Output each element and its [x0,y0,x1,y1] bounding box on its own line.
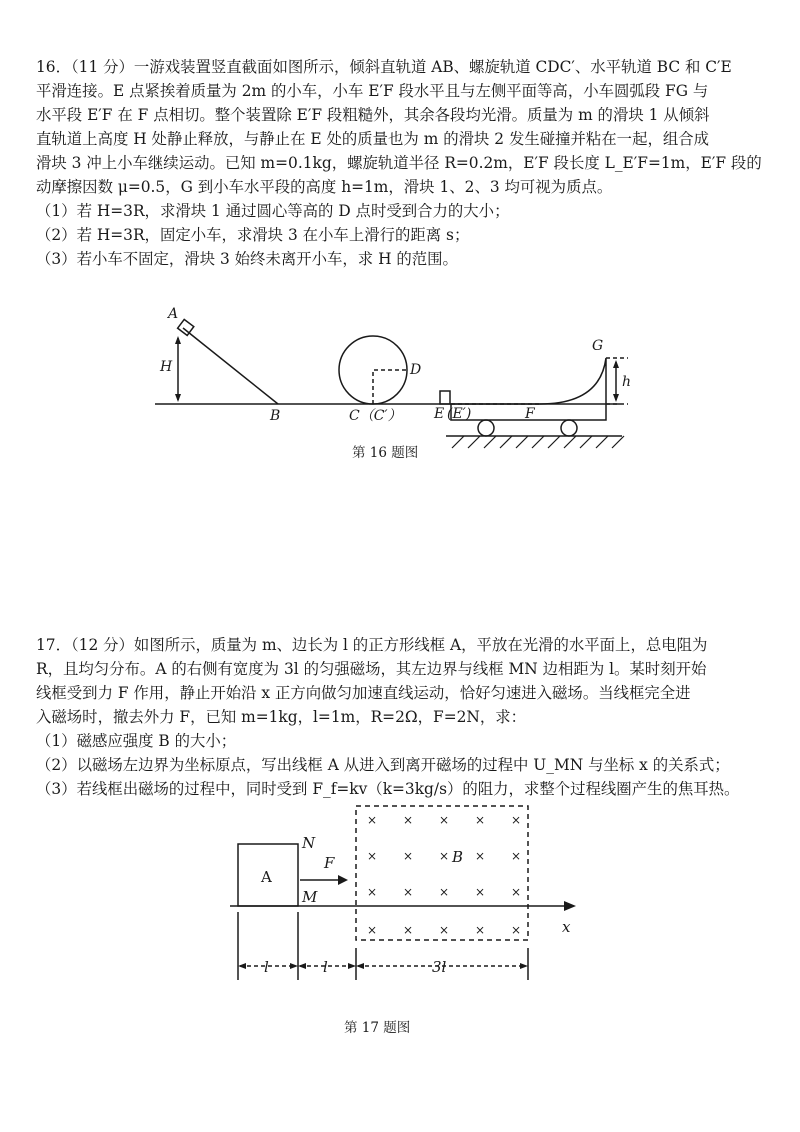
svg-text:×: × [511,813,522,827]
svg-text:×: × [439,885,450,899]
floor-hatch [452,436,624,448]
label-frame-A: A [261,868,272,886]
q16-line: 水平段 E′F 在 F 点相切。整个装置除 E′F 段粗糙外，其余各段均光滑。质量为 m 的滑块 1 从倾斜 [36,106,710,124]
label-H: H [160,359,173,375]
svg-text:×: × [511,923,522,937]
q17-line: 17．（12 分）如图所示，质量为 m、边长为 l 的正方形线框 A，平放在光滑的水平面上，总电阻为 [36,636,708,654]
label-E: E [434,406,445,422]
q16-line: 16．（11 分）一游戏装置竖直截面如图所示，倾斜直轨道 AB、螺旋轨道 CDC′、水平轨道 BC 和 C′E [36,58,732,76]
q16-sub3: （3）若小车不固定，滑块 3 始终未离开小车，求 H 的范围。 [36,250,458,268]
svg-text:×: × [475,849,486,863]
q17-line: 线框受到力 F 作用，静止开始沿 x 正方向做匀加速直线运动，恰好匀速进入磁场。当线框完全进 [36,684,691,702]
svg-text:×: × [511,849,522,863]
svg-text:×: × [475,813,486,827]
label-B: B [270,408,281,424]
svg-text:×: × [439,923,450,937]
q17-sub3: （3）若线框出磁场的过程中，同时受到 F_f=kv（k=3kg/s）的阻力，求整个过程线圈产生的焦耳热。 [36,780,740,798]
svg-text:×: × [475,923,486,937]
q16-line: 直轨道上高度 H 处静止释放，与静止在 E 处的质量也为 m 的滑块 2 发生碰撞并粘在一起，组合成 [36,130,710,148]
label-dim-l-1: l [264,958,269,976]
label-x: x [562,918,571,936]
label-E-prime: (E′) [447,406,472,422]
label-N: N [302,834,316,852]
svg-text:×: × [367,923,378,937]
q16-line: 滑块 3 冲上小车继续运动。已知 m=0.1kg，螺旋轨道半径 R=0.2m，E′F 段长度 L_E′F=1m，E′F 段的 [36,154,762,172]
q16-line: 动摩擦因数 μ=0.5，G 到小车水平段的高度 h=1m，滑块 1、2、3 均可视为质点。 [36,178,613,196]
label-dim-l-2: l [323,958,328,976]
svg-text:×: × [403,885,414,899]
svg-text:×: × [367,813,378,827]
q16-sub2: （2）若 H=3R，固定小车，求滑块 3 在小车上滑行的距离 s； [36,226,470,244]
label-h: h [622,374,632,390]
cart-wheel-right [561,420,577,436]
label-dim-3l: 3l [432,958,447,976]
incline-track [183,328,278,404]
label-G: G [592,338,604,354]
slider-block-1 [178,319,194,335]
svg-text:×: × [475,885,486,899]
label-F: F [525,406,535,422]
svg-text:×: × [403,849,414,863]
figure-17 [0,800,800,1010]
q17-line: R，且均匀分布。A 的右侧有宽度为 3l 的匀强磁场，其左边界与线框 MN 边相距为 l。某时刻开始 [36,660,707,678]
figure-16-caption: 第 16 题图 [352,445,419,461]
label-B: B [452,848,464,866]
label-C: C（C′） [349,408,402,424]
svg-text:×: × [511,885,522,899]
svg-text:×: × [403,813,414,827]
label-M: M [302,888,318,906]
svg-text:×: × [439,849,450,863]
cart-wheel-left [478,420,494,436]
label-A: A [168,306,179,322]
q17-sub1: （1）磁感应强度 B 的大小； [36,732,237,750]
svg-text:×: × [439,813,450,827]
svg-text:×: × [403,923,414,937]
svg-text:×: × [367,849,378,863]
q17-line: 入磁场时，撤去外力 F，已知 m=1kg，l=1m，R=2Ω，F=2N，求： [36,708,527,726]
q16-line: 平滑连接。E 点紧挨着质量为 2m 的小车，小车 E′F 段水平且与左侧平面等高，小车圆弧段 FG 与 [36,82,709,100]
figure-17-caption: 第 17 题图 [344,1020,411,1036]
q16-sub1: （1）若 H=3R，求滑块 1 通过圆心等高的 D 点时受到合力的大小； [36,202,510,220]
slider-block-2 [440,391,450,404]
label-F: F [324,854,335,872]
q17-sub2: （2）以磁场左边界为坐标原点，写出线框 A 从进入到离开磁场的过程中 U_MN 与坐标 x 的关系式； [36,756,730,774]
field-crosses [367,813,521,937]
label-D: D [410,362,422,378]
svg-text:×: × [367,885,378,899]
